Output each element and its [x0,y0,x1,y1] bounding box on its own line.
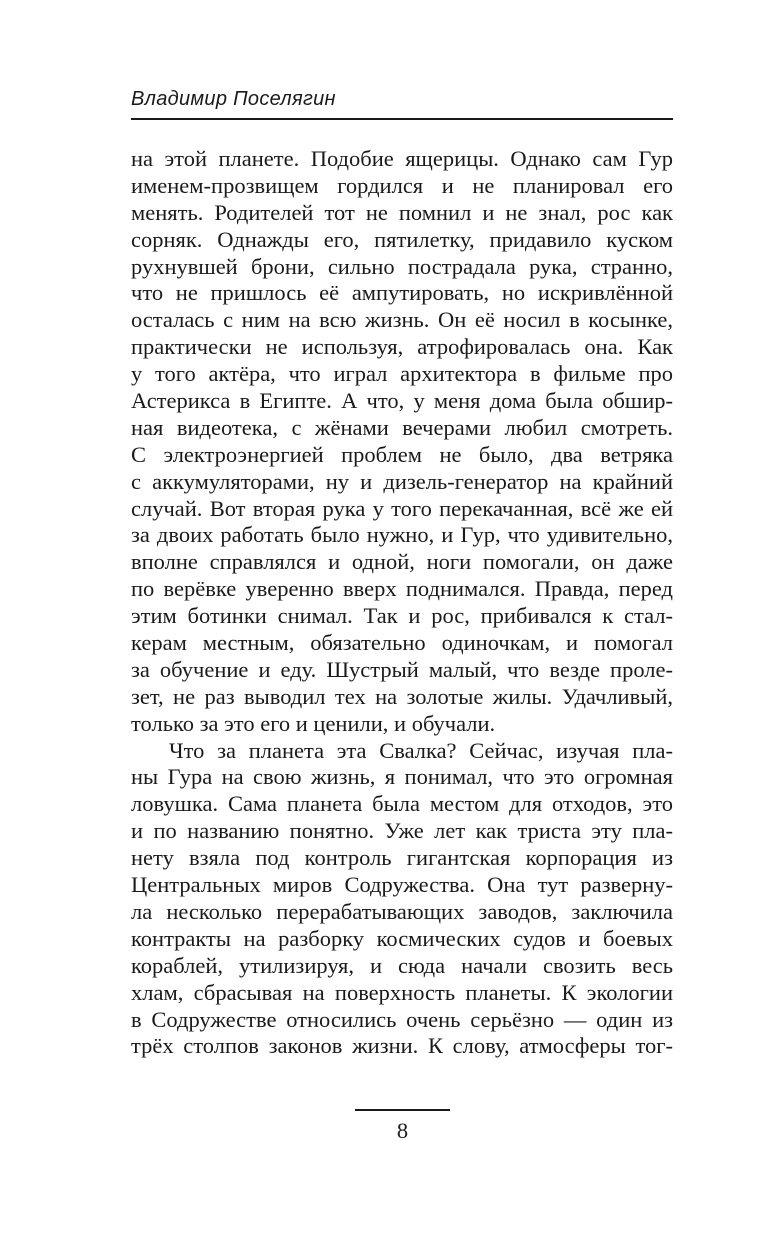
text-line: вполне справлялся и одной, ноги помогали, он даже [131,549,673,575]
text-line: рухнувшей брони, сильно пострадала рука, странно, [131,253,673,279]
text-line: и по названию понятно. Уже лет как триста эту пла- [131,818,673,844]
text-line: хлам, сбрасывая на поверхность планеты. К экологии [131,979,673,1005]
folio-rule [355,1109,450,1111]
header-rule [131,118,673,120]
text-line: с аккумуляторами, ну и дизель-генератор на крайний [131,468,673,494]
text-line: только за это его и ценили, и обучали. [131,710,496,736]
body-text [131,146,673,1060]
text-line: ны Гура на свою жизнь, я понимал, что это огромная [131,764,673,790]
page-number: 8 [396,1118,409,1143]
text-line: ловушка. Сама планета была местом для отходов, это [131,791,673,817]
text-line: зет, не раз выводил тех на золотые жилы. Удачливый, [131,683,673,709]
text-line: у того актёра, что играл архитектора в фильме про [131,361,673,387]
text-line: по верёвке уверенно вверх поднимался. Правда, перед [131,576,673,602]
text-line: Что за планета эта Свалка? Сейчас, изучая пла- [169,737,673,763]
text-line: на этой планете. Подобие ящерицы. Однако сам Гур [131,146,673,171]
text-line: нету взяла под контроль гигантская корпорация из [131,845,673,871]
text-line: в Содружестве относились очень серьёзно — один из [131,1006,673,1032]
text-line: керам местным, обязательно одиночкам, и помогал [131,630,673,656]
text-line: практически не используя, атрофировалась она. Как [131,334,673,360]
text-line: этим ботинки снимал. Так и рос, прибивался к стал- [131,603,673,629]
text-line: контракты на разборку космических судов и боевых [131,925,673,951]
text-line: осталась с ним на всю жизнь. Он её носил в косынке, [131,307,673,333]
running-head-author: Владимир Поселягин [131,88,336,110]
text-line: ная видеотека, с жёнами вечерами любил смотреть. [131,414,673,440]
text-line: за обучение и еду. Шустрый малый, что везде проле- [131,656,673,682]
text-line: случай. Вот вторая рука у того перекачанная, всё же ей [131,495,673,521]
text-line: Астерикса в Египте. А что, у меня дома была обшир- [131,388,673,414]
text-line: кораблей, утилизируя, и сюда начали свозить весь [131,952,673,978]
text-line: сорняк. Однажды его, пятилетку, придавило куском [131,226,673,252]
text-line: ла несколько перерабатывающих заводов, заключила [131,898,673,924]
text-line: за двоих работать было нужно, и Гур, что удивительно, [131,522,673,548]
text-line: именем-прозвищем гордился и не планировал его [131,172,673,198]
text-line: что не пришлось её ампутировать, но искривлённой [131,280,673,306]
text-line: Центральных миров Содружества. Она тут разверну- [131,872,673,898]
text-line: менять. Родителей тот не помнил и не знал, рос как [131,199,673,225]
text-line: трёх столпов законов жизни. К слову, атмосферы тог- [131,1033,673,1059]
text-line: С электроэнергией проблем не было, два ветряка [131,441,673,467]
